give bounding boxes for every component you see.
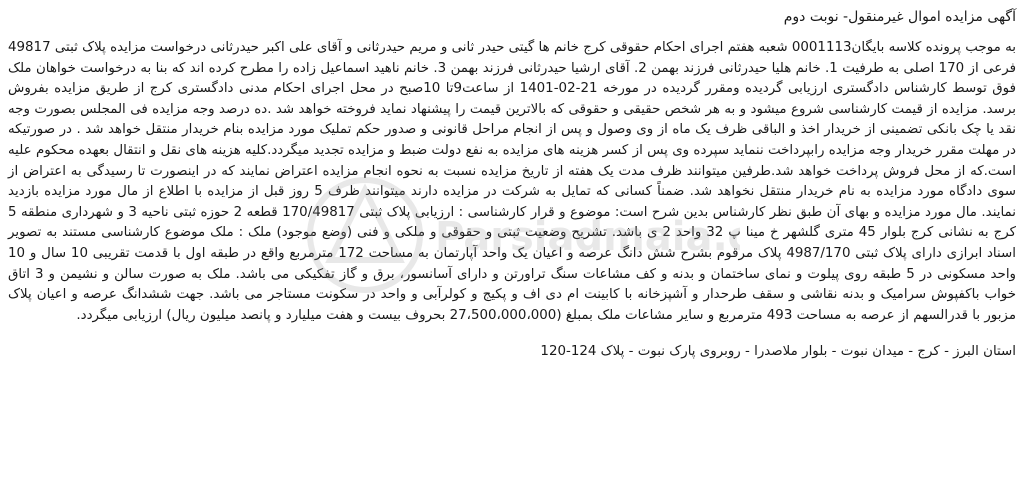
- notice-body: به موجب پرونده کلاسه بایگان0001113 شعبه هفتم اجرای احکام حقوقی کرج خانم ها گیتی حیدر ثانی و مریم حیدرثانی و آقای علی اکبر حیدرثانی درخواست مزایده پلاک ثبتی 49817 فرعی از 170 اصلی به طرفیت 1. خانم هلیا حیدرثانی فرزند بهمن 2. آقای ارشیا حیدرثانی فرزند بهمن 3. خانم ناهید اسماعیل زاده را مطرح کرده اند که بنا به درخواست خواهان ملک فوق توسط کارشناس دادگستری ارزیابی گردیده ومقرر گردیده در مورخه 21-02-1401 از ساعت9تا 10صبح در محل اجرای احکام مدنی دادگستری کرج از طریق مزایده بفروش برسد. مزایده از قیمت کارشناسی شروع میشود و به هر شخص حقیقی و حقوقی که بالاترین قیمت را پیشنهاد نماید فروخته خواهد شد .ده درصد وجه مزایده فی المجلس بصورت وجه نقد یا چک بانکی تضمینی از خریدار اخذ و الباقی ظرف یک ماه از وی وصول و پس از انجام مراحل قانونی و صدور حکم تملیک مورد مزایده بنام خریدار منتقل خواهد شد . در صورتیکه در مهلت مقرر خریدار وجه مزایده رابپرداخت ننماید سپرده وی پس از کسر هزینه های مزایده به نفع دولت ضبط و مزایده تجدید میگردد.کلیه هزینه های نقل و انتقال بعهده محکوم علیه است.که از محل فروش پرداخت خواهد شد.طرفین میتوانند ظرف مدت یک هفته از تاریخ مزایده نسبت به نحوه انجام مزایده اعتراض نمایند که در اینصورت تا رسیدگی به اعتراض از سوی دادگاه مورد مزایده به نام خریدار منتقل نخواهد شد. ضمناً کسانی که تمایل به شرکت در مزایده دارند میتوانند ظرف 5 روز قبل از مزایده با اطلاع از مال مورد مزایده بازدید نمایند. مال مورد مزایده و بهای آن طبق نظر کارشناس بدین شرح است: موضوع و قرار کارشناسی : ارزیابی پلاک ثبتی 170/49817 قطعه 2 حوزه ثبتی ناحیه 3 و شهرداری منطقه 5 کرج به نشانی کرج بلوار 45 متری گلشهر خ مینا پ 32 واحد 2 ی باشد. تشریح وضعیت ثبتی و حقوقی و ملکی و فنی (وضع موجود) ملک : ملک موضوع کارشناسی مستند به تصویر اسناد ابرازی دارای پلاک ثبتی 4987/170 پلاک مرقوم بشرح شش دانگ عرصه و اعیان یک واحد آپارتمان به مساحت 172 مترمربع واقع در طبقه اول با قدمت تقریبی 10 سال و 10 واحد مسکونی در 5 طبقه روی پیلوت و نمای ساختمان و بدنه و کف مشاعات سنگ تراورتن و دارای آسانسور، برق و گاز تفکیکی می باشد. ملک به صورت سالن و نشیمن و 3 اتاق خواب باکفپوش سرامیک و بدنه نقاشی و سقف طرحدار و آشپزخانه با کابینت ام دی اف و پکیج و کولرآبی و واحد در سکونت مستاجر می باشد. جهت ششدانگ عرصه و اعیان پلاک مزبور با قدرالسهم از عرصه به مساحت 493 مترمربع و سایر مشاعات ملک بمبلغ (27،500،000،000 بحروف بیست و هفت میلیارد و پانصد میلیون ریال) ارزیابی میگردد.: [8, 40, 1017, 323]
- watermark-text: Parsiadmaia.c: [435, 214, 740, 260]
- notice-title: آگهی مزایده اموال غیرمنقول- نوبت دوم: [783, 9, 1016, 25]
- property-address: استان البرز - کرج - میدان نبوت - بلوار ملاصدرا - روبروی پارک نبوت - پلاک 124-120: [540, 344, 1016, 360]
